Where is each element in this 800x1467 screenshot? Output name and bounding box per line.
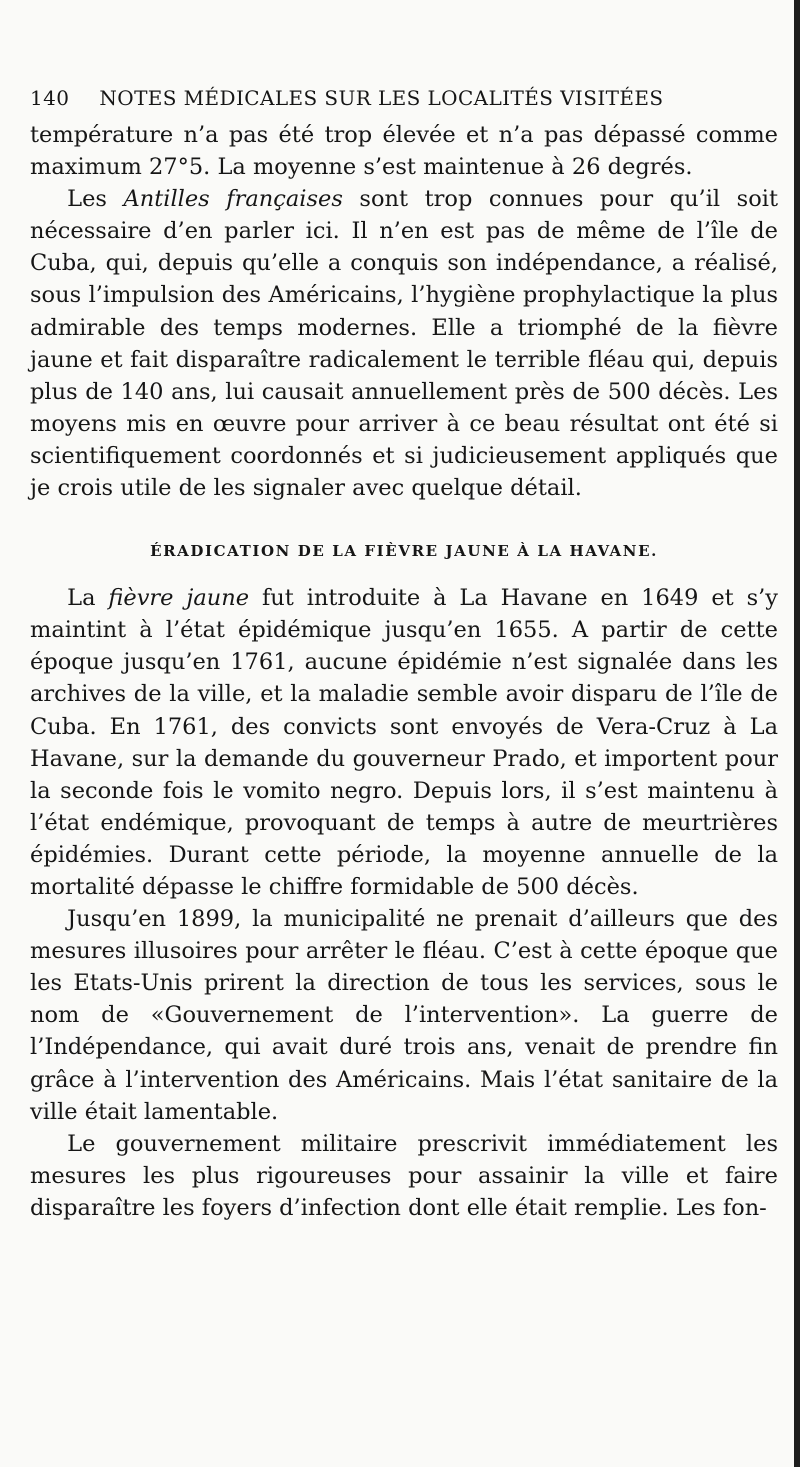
paragraph-fievre-jaune xyxy=(30,582,778,903)
paragraph-fievre-jaune-body: fut introduite à La Havane en 1649 et s’y maintint à l’état épidémique jusqu’en 1655. A partir de cette époque jusqu’en 1761, aucune épidémie n’est signalée dans les archives de la ville, et la maladie semble avoir disparu de l’île de Cuba. En 1761, des convicts sont envoyés de Vera-Cruz à La Havane, sur la demande du gouverneur Prado, et importent pour la seconde fois le vomito negro. Depuis lors, il s’est maintenu à l’état endémique, provoquant de temps à autre de meurtrières épidémies. Durant cette période, la moyenne annuelle de la mortalité dépasse le chiffre formidable de 500 décès. xyxy=(30,585,778,900)
page-number: 140 xyxy=(30,86,70,110)
fievre-jaune-italic: fièvre jaune xyxy=(108,585,250,612)
section-heading: ÉRADICATION DE LA FIÈVRE JAUNE À LA HAVANE. xyxy=(150,542,658,561)
running-header xyxy=(30,84,770,112)
antilles-francaises-italic: Antilles françaises xyxy=(123,186,343,213)
running-title: NOTES MÉDICALES SUR LES LOCALITÉS VISITÉES xyxy=(99,86,664,110)
paragraph-antilles-body: sont trop connues pour qu’il soit nécessaire d’en parler ici. Il n’en est pas de même de l’île de Cuba, qui, depuis qu’elle a conquis son indépendance, a réalisé, sous l’impulsion des Américains, l’hygiène prophylactique la plus admirable des temps modernes. Elle a triomphé de la fièvre jaune et fait disparaître radicalement le terrible fléau qui, depuis plus de 140 ans, lui causait annuellement près de 500 décès. Les moyens mis en œuvre pour arriver à ce beau résultat ont été si scientifiquement coordonnés et si judicieusement appliqués que je crois utile de les signaler avec quelque détail. xyxy=(30,186,778,502)
page-edge-shadow xyxy=(794,0,800,1467)
body-text xyxy=(30,119,778,1224)
paragraph-1899: Jusqu’en 1899, la municipalité ne prenait d’ailleurs que des mesures illusoires pour arrêter le fléau. C’est à cette époque que les Etats-Unis prirent la direction de tous les services, sous le nom de «Gouvernement de l’intervention». La guerre de l’Indépendance, qui avait duré trois ans, venait de prendre fin grâce à l’intervention des Américains. Mais l’état sanitaire de la ville était lamentable. xyxy=(30,906,778,1125)
paragraph-antilles xyxy=(30,183,778,504)
paragraph-temperature: température n’a pas été trop élevée et n’a pas dépassé comme maximum 27°5. La moyenne s’est maintenue à 26 degrés. xyxy=(30,122,778,181)
paragraph-gouvernement: Le gouvernement militaire prescrivit immédiatement les mesures les plus rigoureuses pour assainir la ville et faire disparaître les foyers d’infection dont elle était remplie. Les fon- xyxy=(30,1130,778,1221)
paragraph-fievre-jaune-lead: La xyxy=(67,585,109,612)
paragraph-antilles-lead: Les xyxy=(67,186,124,213)
